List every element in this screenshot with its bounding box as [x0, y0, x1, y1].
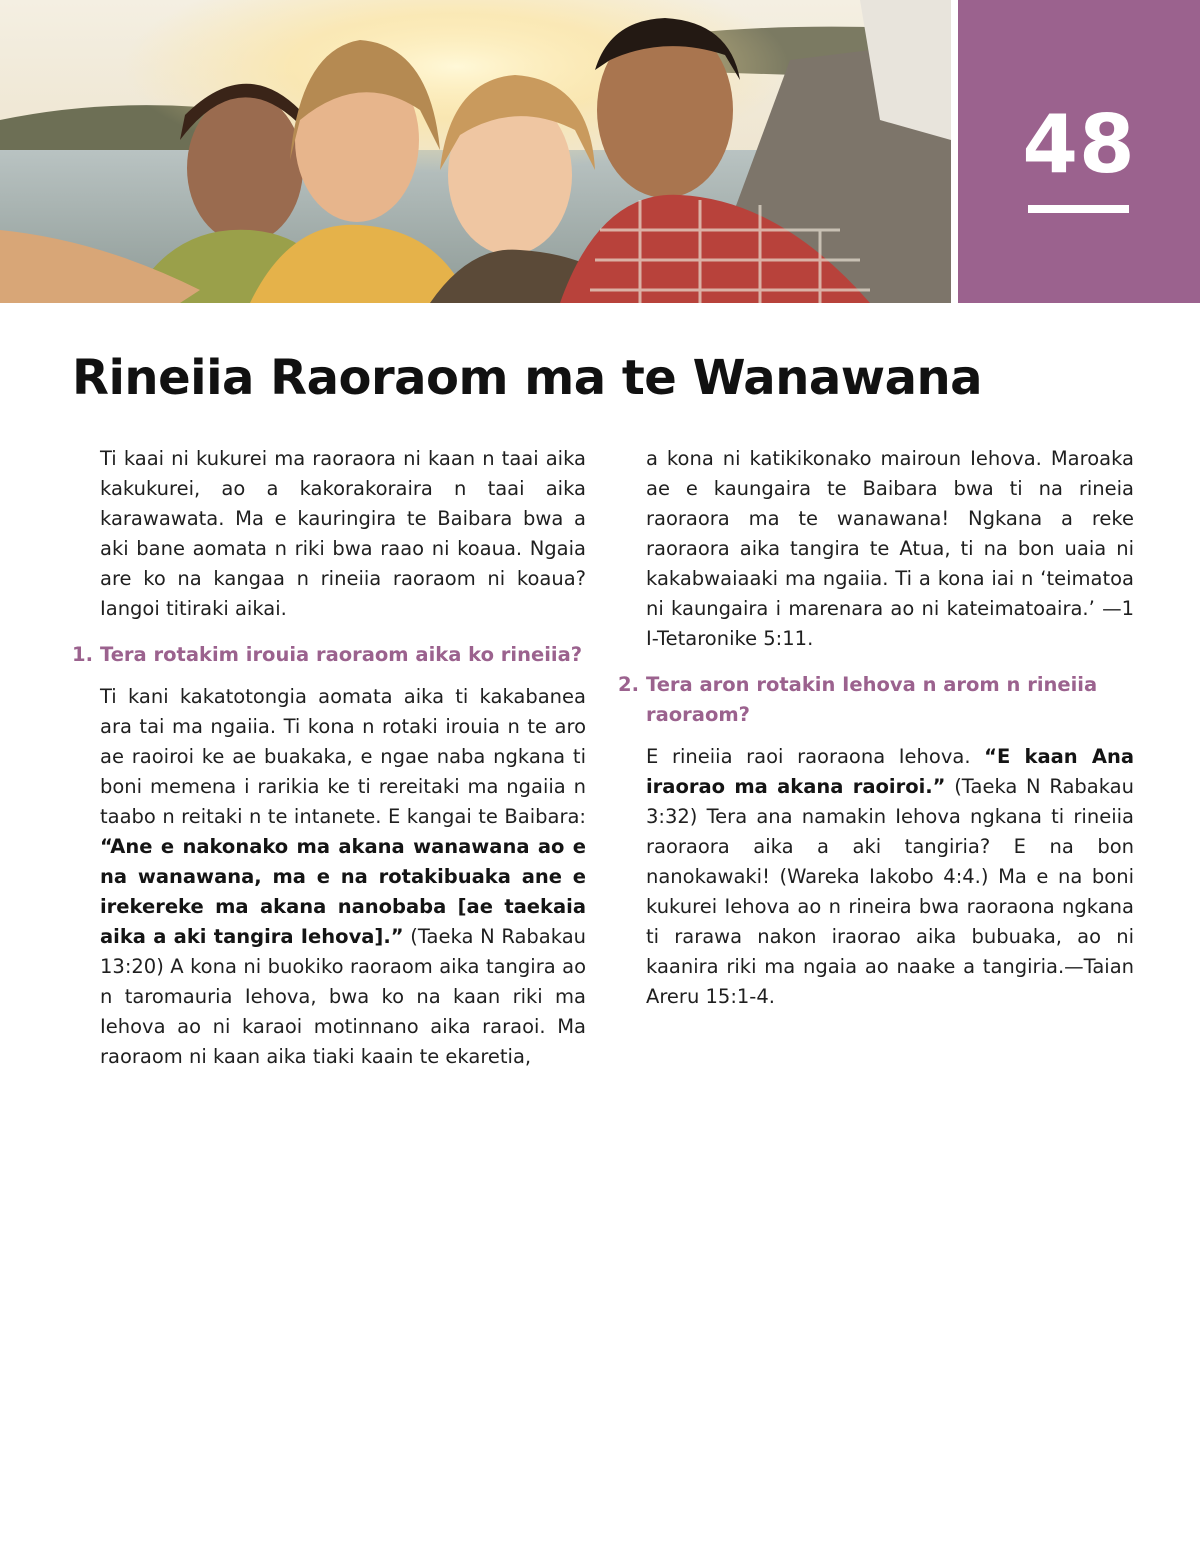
- question-2-text: Tera aron rotakin Iehova n arom n rineiia raoraom?: [646, 673, 1098, 726]
- question-1-heading: [72, 640, 586, 670]
- intro-paragraph: Ti kaai ni kukurei ma raoraora ni kaan n taai aika kakukurei, ao a kakorakoraira n taai aika karawawata. Ma e kauringira te Baibara bwa a aki bane aomata n riki bwa raao ni koaua. Ngaia are ko na kangaa n rineiia raoraom ni koaua? Iangoi titiraki aikai.: [100, 447, 586, 620]
- lesson-number-underline: [1028, 205, 1129, 213]
- section-1-text-b: (Taeka N Rabakau 13:20) A kona ni buokiko raoraom aika tangira ao n taromauria Iehova, bwa ko na kaan riki ma Iehova ao ni karaoi motinnano aika raraoi. Ma raoraom ni kaan aika tiaki kaain te ekaretia,: [100, 925, 586, 1068]
- left-column: [72, 444, 586, 1072]
- section-1-continuation: a kona ni katikikonako mairoun Iehova. Maroaka ae e kaungaira te Baibara bwa ti na rineia raoraora ma te wanawana! Ngkana a reke raoraora aika tangira te Atua, ti na bon uaia ni kakabwaiaaki ma ngaiia. Ti a kona iai n ‘teimatoa ni kaungaira i marenara ao ni kateimatoaira.’ —1 I-Tetaronike 5:11.: [646, 447, 1134, 650]
- section-2-text-b: (Taeka N Rabakau 3:32) Tera ana namakin Iehova ngkana ti rineiia raoraora aika a aki tangiria? E na bon nanokawaki! (Wareka Iakobo 4:4.) Ma e na boni kukurei Iehova ao n rineira bwa raoraona ngkana ti rarawa nakon iraorao aika bubuaka, ao ni kaanira riki ma ngaia ao naake a tangiria.—Taian Areru 15:1-4.: [646, 775, 1134, 1008]
- section-2-scripture-quote: “E kaan Ana iraorao ma akana raoiroi.”: [646, 745, 1134, 798]
- question-2-heading: [618, 670, 1134, 730]
- group-selfie-illustration: [0, 0, 951, 303]
- section-2-paragraph: [618, 742, 1134, 1012]
- lesson-number: 48: [1022, 98, 1136, 191]
- section-1-scripture-quote: “Ane e nakonako ma akana wanawana ao e na wanawana, ma e na rotakibuaka ane e irekereke ma akana nanobaba [ae taekaia aika a aki tangira Iehova].”: [100, 835, 586, 948]
- question-1-number: 1.: [72, 643, 93, 666]
- header-photo: [0, 0, 951, 303]
- section-2-text-a: E rineiia raoi raoraona Iehova.: [646, 745, 985, 768]
- lesson-badge: [958, 0, 1200, 303]
- page-title: Rineiia Raoraom ma te Wanawana: [72, 350, 983, 406]
- right-column: [618, 444, 1134, 1012]
- question-2-number: 2.: [618, 673, 639, 696]
- question-1-text: Tera rotakim irouia raoraom aika ko rineiia?: [100, 643, 583, 666]
- section-1-text-a: Ti kani kakatotongia aomata aika ti kakabanea ara tai ma ngaiia. Ti kona n rotaki irouia n te aro ae raoiroi ke ae buakaka, e ngae naba ngkana ti boni memena i rarikia ke ti rereitaki ma ngaiia n taabo n reitaki n te intanete. E kangai te Baibara:: [100, 685, 586, 828]
- section-1-paragraph: [72, 682, 586, 1072]
